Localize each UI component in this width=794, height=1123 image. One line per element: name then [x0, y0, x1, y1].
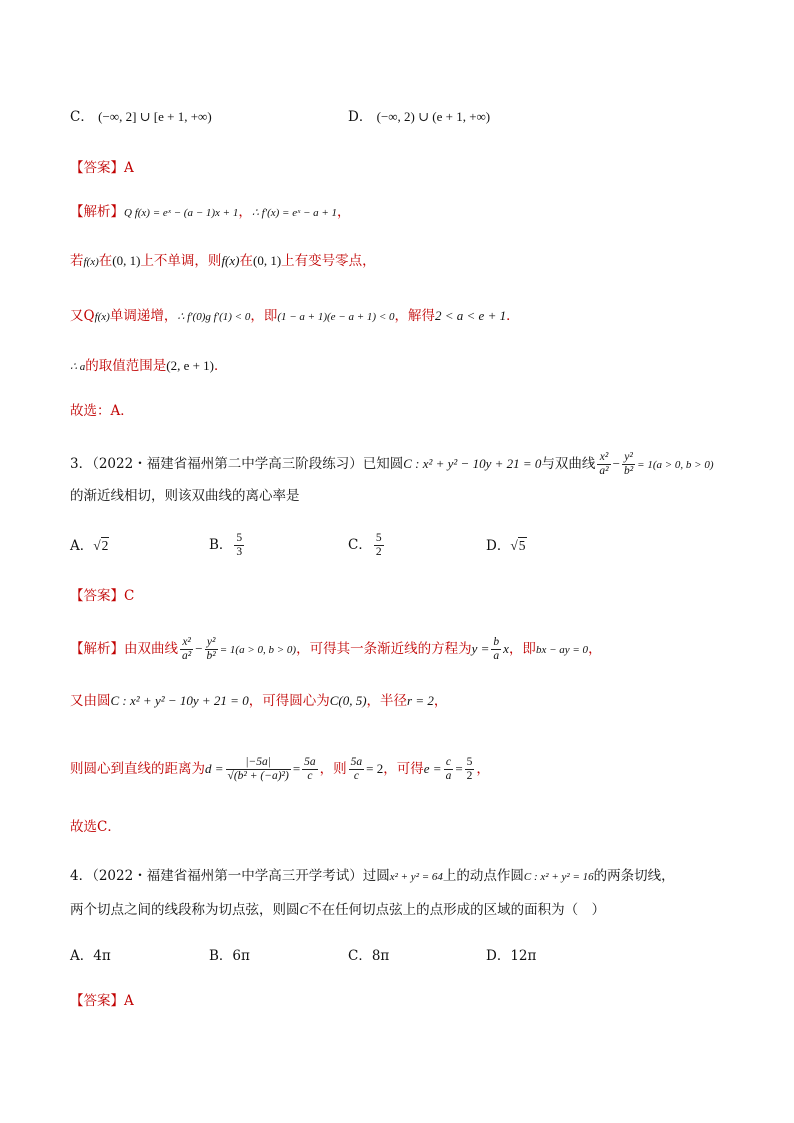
q2-option-c-label: C．	[70, 109, 94, 125]
text: 又由圆	[70, 693, 111, 709]
q3-analysis-line3	[70, 756, 490, 783]
text: ，即	[508, 641, 536, 657]
math-expression: bx − ay = 0	[535, 644, 589, 656]
text: ，解得	[394, 308, 435, 324]
question-text: 上的动点作圆	[442, 868, 524, 884]
fraction	[491, 636, 501, 663]
fraction	[622, 451, 635, 478]
question-text: 3．（2022・福建省福州第二中学高三阶段练习）已知圆	[70, 456, 404, 472]
fraction-denominator: b²	[206, 650, 216, 662]
fraction-numerator: x²	[180, 636, 193, 650]
q3-option-d	[486, 536, 527, 556]
text: 则圆心到直线的距离为	[70, 761, 205, 777]
math-expression: C	[299, 902, 309, 917]
question-text: 不在任何切点弦上的点形成的区域的面积为（ ）	[308, 902, 606, 918]
answer-value: A	[124, 160, 134, 176]
math-expression: f(x)	[83, 256, 99, 268]
fraction-numerator: 5	[466, 756, 473, 768]
math-expression: 2 < a < e + 1	[435, 308, 507, 323]
fraction-numerator: 5a	[304, 756, 316, 768]
fraction-denominator: 3	[236, 546, 243, 558]
fraction-denominator: a	[445, 770, 452, 782]
operator: =	[292, 761, 301, 776]
text: ，可得其一条渐近线的方程为	[296, 641, 472, 657]
text: ．	[214, 358, 228, 374]
text: 的取值范围是	[85, 358, 167, 374]
fraction-numerator: 5	[236, 532, 243, 544]
question-text: 两个切点之间的线段称为切点弦，则圆	[70, 902, 300, 918]
fraction-numerator: x²	[597, 451, 610, 465]
option-label: C．	[348, 537, 372, 553]
fraction-denominator: c	[307, 770, 313, 782]
text: 在	[239, 253, 253, 269]
analysis-tag: 【解析】	[70, 204, 124, 220]
q2-analysis-line4	[70, 356, 228, 377]
text: ，	[433, 693, 448, 709]
math-expression: Q f(x) = eˣ − (a − 1)x + 1	[124, 207, 239, 219]
q3-option-b	[209, 532, 246, 559]
q4-answer	[70, 991, 134, 1011]
math-expression: (0, 1)	[112, 253, 141, 268]
q4-option-a: A．4π	[70, 948, 111, 964]
math-expression: C(0, 5)	[329, 693, 367, 708]
answer-tag: 【答案】	[70, 993, 124, 1009]
text: ．	[506, 308, 520, 324]
fraction-numerator: y²	[622, 451, 635, 465]
math-expression: C : x² + y² − 10y + 21 = 0	[403, 456, 542, 471]
text: ，半径	[366, 693, 408, 709]
math-expression: (0, 1)	[252, 253, 282, 268]
sqrt-expression: √2	[93, 538, 109, 553]
fraction	[444, 756, 454, 783]
text: 上不单调，则	[140, 253, 222, 269]
math-expression: f(x)	[221, 253, 240, 268]
fraction	[205, 636, 218, 663]
sqrt-radicand: 5	[518, 538, 526, 553]
fraction-denominator: 2	[466, 770, 473, 782]
fraction-denominator: b²	[623, 465, 634, 477]
q2-option-d-math: (−∞, 2) ∪ (e + 1, +∞)	[376, 109, 491, 124]
q4-option-c: C．8π	[348, 948, 390, 964]
text: 上有变号零点，	[281, 253, 376, 269]
question-text: 的两条切线，	[593, 868, 675, 884]
math-expression: C : x² + y² = 16	[523, 871, 594, 883]
answer-value: A	[124, 993, 134, 1009]
math-expression: ∴ a	[70, 361, 86, 373]
sqrt-radicand: 2	[101, 538, 109, 553]
q2-option-c-math: (−∞, 2] ∪ [e + 1, +∞)	[98, 109, 212, 124]
question-text: 4．（2022・福建省福州第一中学高三开学考试）过圆	[70, 868, 390, 884]
math-expression: (1 − a + 1)(e − a + 1) < 0	[277, 311, 395, 323]
text: 由双曲线	[124, 641, 178, 657]
q3-answer	[70, 586, 134, 606]
operator: −	[612, 456, 620, 471]
fraction-denominator: a²	[599, 465, 609, 477]
q4-stem-line1	[70, 866, 675, 887]
fraction-numerator: c	[444, 756, 454, 770]
punctuation: ，	[337, 204, 351, 220]
fraction	[597, 451, 610, 478]
math-expression: ∴ f′(0)g f′(1) < 0	[177, 311, 251, 323]
q4-option-b: B．6π	[209, 948, 250, 964]
text: 若	[70, 253, 84, 269]
math-expression: f(x)	[94, 311, 110, 323]
text: 单调递增，	[109, 308, 178, 324]
analysis-tag: 【解析】	[70, 641, 124, 657]
text: ，可得	[383, 761, 424, 777]
fraction-numerator: b	[493, 636, 500, 648]
text: ，则	[319, 761, 347, 777]
answer-tag: 【答案】	[70, 588, 124, 604]
math-expression: = 1(a > 0, b > 0)	[219, 644, 297, 656]
operator: −	[195, 641, 203, 656]
fraction	[302, 756, 318, 783]
math-expression: r = 2	[407, 693, 434, 708]
sqrt-expression: √5	[510, 538, 526, 553]
text: ，	[476, 761, 490, 777]
answer-value: C	[124, 588, 135, 604]
fraction-denominator: c	[353, 770, 359, 782]
operator: =	[455, 761, 463, 776]
text: 又Q	[70, 308, 95, 324]
fraction-denominator: a²	[182, 650, 192, 662]
q3-analysis-line1	[70, 636, 602, 663]
q3-option-c	[348, 532, 386, 559]
math-expression: = 1(a > 0, b > 0)	[637, 459, 714, 471]
text: 在	[98, 253, 113, 269]
math-expression: d =	[205, 761, 224, 776]
fraction	[465, 756, 475, 783]
fraction-denominator: 2	[375, 546, 382, 558]
math-expression: x	[503, 641, 509, 656]
q3-analysis-line2	[70, 691, 447, 711]
fraction	[180, 636, 193, 663]
q2-analysis-line3	[70, 306, 520, 327]
q4-stem-line2	[70, 900, 605, 920]
math-expression: x² + y² = 64	[389, 871, 443, 883]
answer-tag: 【答案】	[70, 160, 124, 176]
q2-analysis-line2	[70, 251, 376, 272]
punctuation: ，	[238, 204, 252, 220]
fraction	[234, 532, 244, 559]
math-expression: C : x² + y² − 10y + 21 = 0	[110, 693, 249, 708]
option-label: D．	[486, 538, 511, 554]
q3-choose: 故选C．	[70, 819, 121, 835]
q2-option-c	[70, 107, 212, 127]
text: ，可得圆心为	[248, 693, 330, 709]
q4-option-d: D．12π	[486, 948, 537, 964]
q2-option-d	[348, 107, 490, 127]
q3-stem-line1	[70, 451, 714, 478]
question-text: 与双曲线	[541, 456, 596, 472]
q2-answer	[70, 158, 134, 178]
option-label: A．	[70, 538, 94, 554]
math-expression: (2, e + 1)	[166, 358, 215, 373]
math-expression: y =	[471, 641, 490, 656]
option-label: B．	[209, 537, 233, 553]
q3-option-a	[70, 536, 109, 556]
q2-analysis-line1	[70, 202, 351, 223]
fraction-numerator: 5	[375, 532, 382, 544]
text: ，即	[250, 308, 278, 324]
q2-option-d-label: D．	[348, 109, 373, 125]
fraction-denominator: a	[493, 650, 500, 662]
fraction-denominator: √(b² + (−a)²)	[227, 770, 289, 782]
fraction	[374, 532, 384, 559]
fraction-numerator: |−5a|	[226, 756, 291, 770]
q2-choose: 故选：A．	[70, 403, 134, 419]
fraction	[226, 756, 291, 783]
q3-stem-line2: 的渐近线相切，则该双曲线的离心率是	[70, 488, 300, 504]
fraction-numerator: 5a	[350, 756, 363, 768]
math-expression: = 2	[366, 761, 384, 776]
fraction	[349, 756, 365, 783]
fraction-numerator: y²	[205, 636, 218, 650]
math-expression: e =	[423, 761, 442, 776]
text: ，	[588, 641, 602, 657]
math-expression: ∴ f′(x) = eˣ − a + 1	[251, 207, 338, 219]
